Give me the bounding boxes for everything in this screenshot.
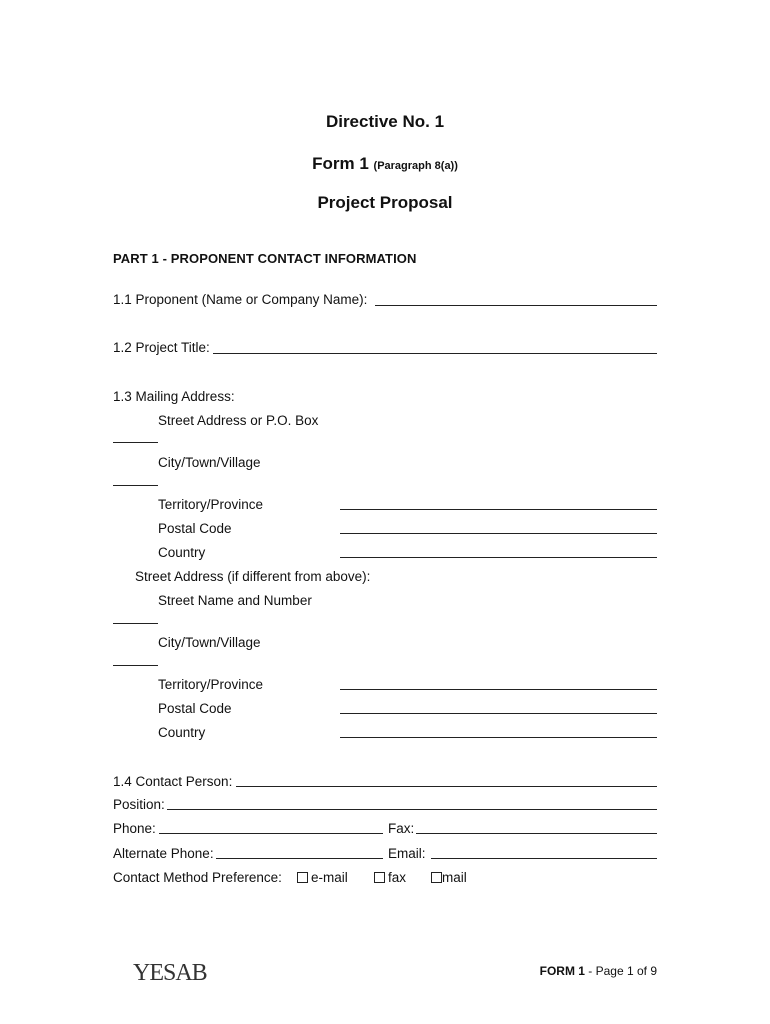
email-label: Email: <box>388 846 426 861</box>
mail-checkbox-icon[interactable] <box>431 872 442 883</box>
alternate-phone-field[interactable] <box>216 858 383 859</box>
street-different-label: Street Address (if different from above): <box>135 569 371 584</box>
street2-postal-field[interactable] <box>340 713 657 714</box>
mailing-street-field[interactable] <box>113 442 158 443</box>
alternate-phone-label: Alternate Phone: <box>113 846 214 861</box>
project-title-label: 1.2 Project Title: <box>113 340 210 355</box>
contact-person-label: 1.4 Contact Person: <box>113 774 233 789</box>
form-title <box>0 154 770 174</box>
mailing-territory-field[interactable] <box>340 509 657 510</box>
part1-heading: PART 1 - PROPONENT CONTACT INFORMATION <box>113 251 417 266</box>
yesab-logo: YESAB <box>133 960 207 986</box>
email-option-label: e-mail <box>311 870 348 885</box>
position-field[interactable] <box>167 809 657 810</box>
mailing-city-field[interactable] <box>113 485 158 486</box>
mailing-address-label: 1.3 Mailing Address: <box>113 389 235 404</box>
fax-option-label: fax <box>388 870 407 885</box>
footer-page-number: - Page 1 of 9 <box>584 964 657 978</box>
directive-title: Directive No. 1 <box>325 112 445 131</box>
email-checkbox-icon[interactable] <box>297 872 308 883</box>
position-label: Position: <box>113 797 165 812</box>
mailing-territory-label: Territory/Province <box>158 497 264 512</box>
contact-person-field[interactable] <box>236 786 657 787</box>
fax-field[interactable] <box>416 833 657 834</box>
mailing-country-field[interactable] <box>340 557 657 558</box>
street2-territory-field[interactable] <box>340 689 657 690</box>
mailing-city-label: City/Town/Village <box>158 455 261 470</box>
phone-field[interactable] <box>159 833 383 834</box>
project-title-field[interactable] <box>213 353 657 354</box>
street2-city-field[interactable] <box>113 665 158 666</box>
project-proposal-title: Project Proposal <box>317 193 453 212</box>
mailing-postal-label: Postal Code <box>158 521 232 536</box>
fax-option[interactable] <box>374 870 406 885</box>
fax-label: Fax: <box>388 821 415 836</box>
street2-street-field[interactable] <box>113 623 158 624</box>
proponent-field[interactable] <box>375 305 657 306</box>
street2-country-field[interactable] <box>340 737 657 738</box>
page-footer <box>540 964 657 978</box>
proponent-label: 1.1 Proponent (Name or Company Name): <box>113 292 368 307</box>
street2-country-label: Country <box>158 725 206 740</box>
fax-checkbox-icon[interactable] <box>374 872 385 883</box>
mailing-country-label: Country <box>158 545 206 560</box>
email-option[interactable] <box>297 870 348 885</box>
contact-method-label: Contact Method Preference: <box>113 870 282 885</box>
form-number: Form 1 <box>312 154 369 173</box>
street2-city-label: City/Town/Village <box>158 635 261 650</box>
mailing-postal-field[interactable] <box>340 533 657 534</box>
mailing-street-label: Street Address or P.O. Box <box>158 413 319 428</box>
street2-territory-label: Territory/Province <box>158 677 264 692</box>
mail-option[interactable] <box>431 870 467 885</box>
street2-postal-label: Postal Code <box>158 701 232 716</box>
mail-option-label: mail <box>442 870 467 885</box>
footer-form-label: FORM 1 <box>539 964 585 978</box>
street2-street-label: Street Name and Number <box>158 593 312 608</box>
phone-label: Phone: <box>113 821 156 836</box>
email-field[interactable] <box>431 858 657 859</box>
form-paragraph: (Paragraph 8(a)) <box>373 160 458 172</box>
